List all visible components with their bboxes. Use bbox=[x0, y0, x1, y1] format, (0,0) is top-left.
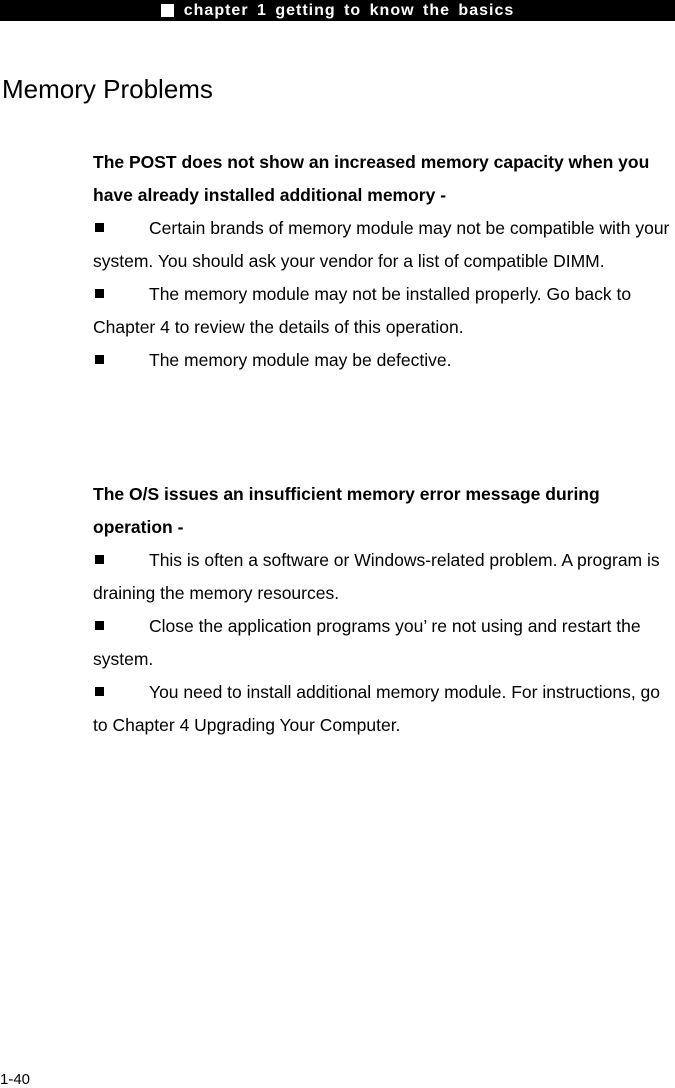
os-memory-error-section bbox=[93, 478, 675, 742]
chapter-header bbox=[0, 0, 675, 21]
list-item bbox=[93, 212, 675, 278]
list-item-text: This is often a software or Windows-related problem. A program is draining the memory resources. bbox=[93, 550, 660, 603]
square-bullet-icon bbox=[95, 555, 104, 564]
section-heading: The POST does not show an increased memory capacity when you have already installed additional memory - bbox=[93, 152, 650, 205]
square-bullet-icon bbox=[95, 687, 104, 696]
list-item-text: Close the application programs you’ re not using and restart the system. bbox=[93, 616, 641, 669]
list-item bbox=[93, 344, 675, 377]
list-item-text: The memory module may not be installed properly. Go back to Chapter 4 to review the details of this operation. bbox=[93, 284, 632, 337]
square-bullet-icon bbox=[95, 289, 104, 298]
list-item-text: You need to install additional memory module. For instructions, go to Chapter 4 Upgrading Your Computer. bbox=[93, 682, 661, 735]
square-bullet-icon bbox=[95, 223, 104, 232]
bullet-list bbox=[93, 212, 675, 377]
page-number: 1-40 bbox=[0, 1071, 31, 1088]
list-item-text: The memory module may be defective. bbox=[149, 350, 452, 370]
square-bullet-icon bbox=[95, 355, 104, 364]
post-memory-section bbox=[93, 146, 675, 377]
list-item bbox=[93, 278, 675, 344]
square-bullet-icon bbox=[95, 621, 104, 630]
list-item bbox=[93, 610, 675, 676]
list-item bbox=[93, 544, 675, 610]
list-item-text: Certain brands of memory module may not be compatible with your system. You should ask your vendor for a list of compatible DIMM. bbox=[93, 218, 670, 271]
section-heading: The O/S issues an insufficient memory error message during operation - bbox=[93, 484, 600, 537]
chapter-header-text: chapter 1 getting to know the basics bbox=[183, 1, 515, 19]
bullet-list bbox=[93, 544, 675, 742]
square-bullet-icon bbox=[161, 4, 174, 17]
list-item bbox=[93, 676, 675, 742]
page-title: Memory Problems bbox=[2, 74, 213, 104]
